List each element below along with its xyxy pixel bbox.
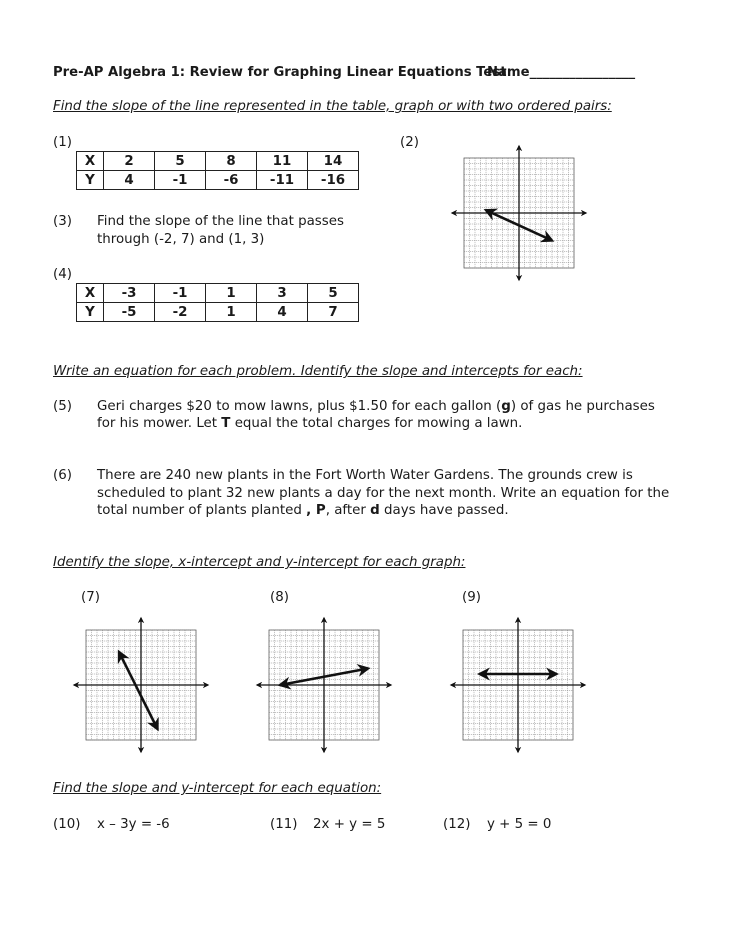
table-row	[77, 152, 359, 171]
table-cell: X	[77, 284, 104, 303]
problem-8-graph	[257, 609, 391, 761]
problem-7-number: (7)	[81, 590, 100, 605]
section-heading-equations: Write an equation for each problem. Identify the slope and intercepts for each:	[53, 364, 583, 379]
problem-6-text-line3: total number of plants planted , P, after d days have passed.	[97, 503, 509, 518]
problem-6-number: (6)	[53, 468, 72, 483]
table-cell: Y	[77, 303, 104, 322]
problem-4-number: (4)	[53, 267, 72, 282]
table-row	[77, 171, 359, 190]
problem-3-text-line2: through (-2, 7) and (1, 3)	[97, 232, 265, 247]
problem-3-text-line1: Find the slope of the line that passes	[97, 214, 344, 229]
section-heading-graphs: Identify the slope, x-intercept and y-intercept for each graph:	[53, 555, 466, 570]
problem-1-table	[76, 151, 359, 190]
table-cell: -5	[104, 303, 155, 322]
table-cell: 3	[257, 284, 308, 303]
problem-11-number: (11)	[270, 817, 298, 832]
problem-6-text-line2: scheduled to plant 32 new plants a day for the next month. Write an equation for the	[97, 486, 670, 501]
table-cell: 7	[308, 303, 359, 322]
table-row	[77, 284, 359, 303]
table-cell: 5	[308, 284, 359, 303]
table-cell: -1	[155, 284, 206, 303]
name-field[interactable]: Name________________	[487, 65, 636, 80]
table-cell: -6	[206, 171, 257, 190]
table-cell: X	[77, 152, 104, 171]
problem-4-table	[76, 283, 359, 322]
problem-3-number: (3)	[53, 214, 72, 229]
table-cell: Y	[77, 171, 104, 190]
problem-5-number: (5)	[53, 399, 72, 414]
problem-9-graph	[451, 609, 585, 761]
problem-7-graph	[74, 609, 208, 761]
problem-10-equation: x – 3y = -6	[97, 817, 170, 832]
problem-5-text-line2: for his mower. Let T equal the total charges for mowing a lawn.	[97, 416, 523, 431]
table-cell: 2	[104, 152, 155, 171]
problem-8-number: (8)	[270, 590, 289, 605]
table-cell: -16	[308, 171, 359, 190]
table-row	[77, 303, 359, 322]
problem-12-equation: y + 5 = 0	[487, 817, 552, 832]
problem-2-number: (2)	[400, 135, 419, 150]
problem-6-text-line1: There are 240 new plants in the Fort Worth Water Gardens. The grounds crew is	[97, 468, 633, 483]
table-cell: -2	[155, 303, 206, 322]
problem-2-graph	[452, 137, 586, 289]
section-heading-slope: Find the slope of the line represented in the table, graph or with two ordered pairs:	[53, 99, 612, 114]
problem-12-number: (12)	[443, 817, 471, 832]
problem-5-text-line1: Geri charges $20 to mow lawns, plus $1.50 for each gallon (g) of gas he purchases	[97, 399, 655, 414]
section-heading-slope-intercept: Find the slope and y-intercept for each equation:	[53, 781, 382, 796]
table-cell: -3	[104, 284, 155, 303]
worksheet-title: Pre-AP Algebra 1: Review for Graphing Linear Equations Test	[53, 65, 507, 80]
table-cell: -1	[155, 171, 206, 190]
problem-1-number: (1)	[53, 135, 72, 150]
table-cell: 4	[257, 303, 308, 322]
problem-11-equation: 2x + y = 5	[313, 817, 386, 832]
problem-9-number: (9)	[462, 590, 481, 605]
table-cell: 8	[206, 152, 257, 171]
table-cell: 4	[104, 171, 155, 190]
table-cell: 5	[155, 152, 206, 171]
table-cell: 11	[257, 152, 308, 171]
problem-10-number: (10)	[53, 817, 81, 832]
table-cell: 1	[206, 303, 257, 322]
table-cell: 1	[206, 284, 257, 303]
table-cell: -11	[257, 171, 308, 190]
table-cell: 14	[308, 152, 359, 171]
